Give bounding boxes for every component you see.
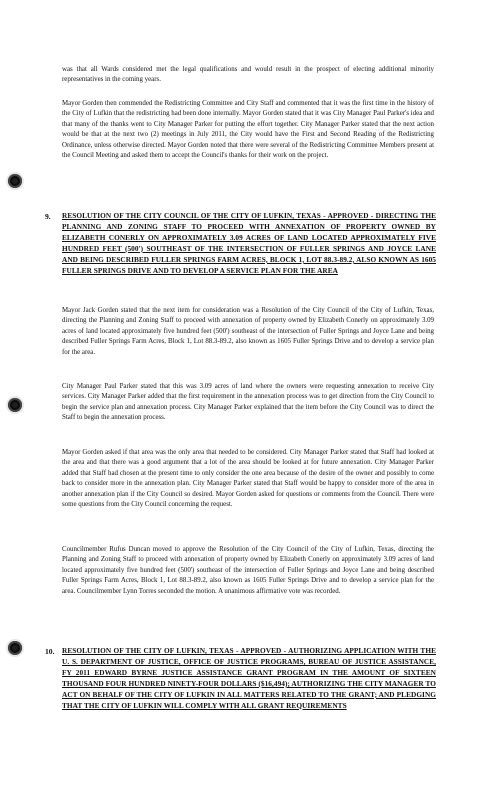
paragraph-continuation: was that all Wards considered met the legal qualifications and would result in the prospect of electing additional minority representatives in the coming years. <box>62 66 434 84</box>
binder-hole-icon <box>8 398 22 412</box>
binder-hole-icon <box>8 174 22 188</box>
paragraph-redistricting-thanks: Mayor Gorden then commended the Redistricting Committee and City Staff and commented that it was the first time in the history of the City of Lufkin that the redistricting had been done internally. Mayor Gorden stated that it was City Manager Paul Parker's idea and that many of the thanks went to City Manager Parker for putting the effort together. City Manager Parker stated that the next action would be that at the next two (2) meetings in July 2011, the City would have the First and Second Reading of the Redistricting Ordinance, unless otherwise directed. Mayor Gorden noted that there were several of the Redistricting Committee Members present at the Council Meeting and asked them to accept the Council's thanks for their work on the project. <box>62 100 434 160</box>
item-number: 10. <box>45 647 55 656</box>
item-heading: RESOLUTION OF THE CITY COUNCIL OF THE CITY OF LUFKIN, TEXAS - APPROVED - DIRECTING THE PLANNING AND ZONING STAFF TO PROCEED WITH ANNEXATION OF PROPERTY OWNED BY ELIZABETH CONERLY ON APPROXIMATELY 3.09 ACRES OF LAND LOCATED APPROXIMATELY FIVE HUNDRED FEET (500') SOUTHEAST OF THE INTERSECTION OF FULLER SPRINGS AND JOYCE LANE AND BEING DESCRIBED FULLER SPRINGS FARM ACRES, BLOCK 1, LOT 88.3-89.2, ALSO KNOWN AS 1605 FULLER SPRINGS DRIVE AND TO DEVELOP A SERVICE PLAN FOR THE AREA <box>62 211 436 275</box>
item-heading: RESOLUTION OF THE CITY OF LUFKIN, TEXAS - APPROVED - AUTHORIZING APPLICATION WITH THE U. S. DEPARTMENT OF JUSTICE, OFFICE OF JUSTICE PROGRAMS, BUREAU OF JUSTICE ASSISTANCE, FY 2011 EDWARD BYRNE JUSTICE ASSISTANCE GRANT PROGRAM IN THE AMOUNT OF SIXTEEN THOUSAND FOUR HUNDRED NINETY-FOUR DOLLARS ($16,494); AUTHORIZING THE CITY MANAGER TO ACT ON BEHALF OF THE CITY OF LUFKIN IN ALL MATTERS RELATED TO THE GRANT; AND PLEDGING THAT THE CITY OF LUFKIN WILL COMPLY WITH ALL GRANT REQUIREMENTS <box>62 646 436 710</box>
paragraph-city-manager-statement: City Manager Paul Parker stated that this was 3.09 acres of land where the owners were requesting annexation to receive City services. City Manager Parker added that the first requirement in the annexation process was to get direction from the City Council to begin the service plan and annexation process. City Manager Parker explained that the item before the City Council was to direct the Staff to begin the annexation process. <box>62 383 434 422</box>
paragraph-mayor-introduction: Mayor Jack Gorden stated that the next item for consideration was a Resolution of the City Council of the City of Lufkin, Texas, directing the Planning and Zoning Staff to proceed with annexation of property owned by Elizabeth Conerly on approximately 3.09 acres of land located approximately five hundred feet (500') southeast of the intersection of Fuller Springs and Joyce Lane and being described Fuller Springs Farm Acres, Block 1, Lot 88.3-89.2, also known as 1605 Fuller Springs Drive and to develop a service plan for the area. <box>62 307 434 356</box>
item-number: 9. <box>45 212 51 221</box>
paragraph-council-discussion: Mayor Gorden asked if that area was the only area that needed to be considered. City Manager Parker stated that Staff had looked at the area and that there was a good argument that a lot of the area should be looked at for future annexation. City Manager Parker added that Staff had chosen at the present time to only consider the one area because of the desire of the owner and possibly to come back to consider more in the annexation plan. City Manager Parker stated that Staff would be happy to consider more of the area in another annexation plan if the City Council so desired. Mayor Gorden asked for questions or comments from the Council. There were some questions from the City Council concerning the request. <box>62 449 434 509</box>
paragraph-motion-vote: Councilmember Rufus Duncan moved to approve the Resolution of the City Council of the City of Lufkin, Texas, directing the Planning and Zoning Staff to proceed with annexation of property owned by Elizabeth Conerly on approximately 3.09 acres of land located approximately five hundred feet (500') southeast of the intersection of Fuller Springs and Joyce Lane and being described Fuller Springs Farm Acres, Block 1, Lot 88.3-89.2, also known as 1605 Fuller Springs Drive and to develop a service plan for the area. Councilmember Lynn Torres seconded the motion. A unanimous affirmative vote was recorded. <box>62 546 434 595</box>
binder-hole-icon <box>8 641 22 655</box>
